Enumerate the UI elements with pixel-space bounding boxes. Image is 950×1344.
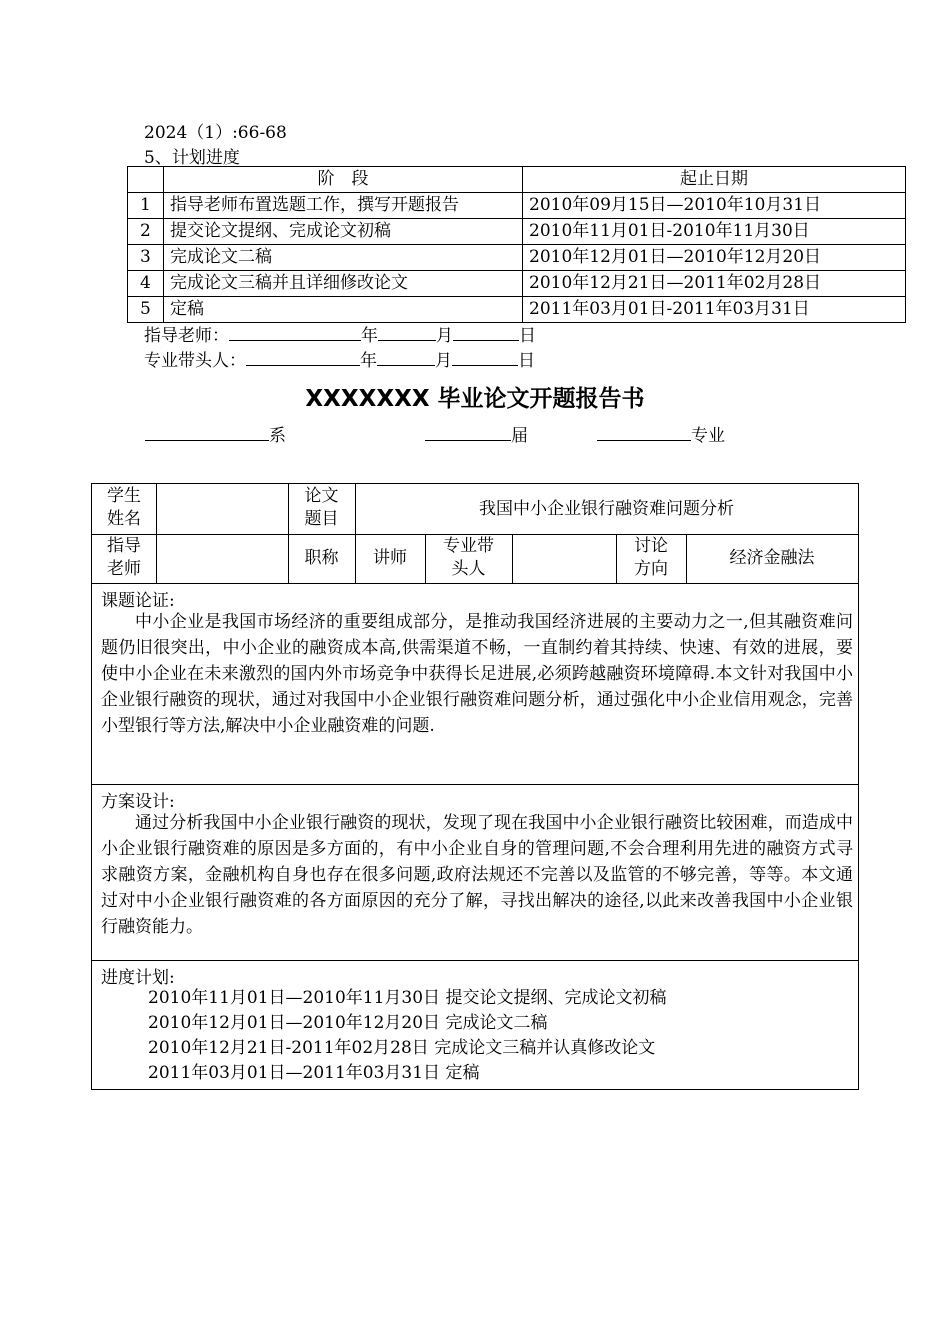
plan-row <box>128 219 906 245</box>
advisor-value[interactable] <box>156 534 288 583</box>
major-label: 专业 <box>691 426 725 446</box>
advisor-signature-line <box>144 321 536 346</box>
form-divider <box>92 960 858 961</box>
department-label: 系 <box>269 426 286 446</box>
plan-row-stage: 完成论文三稿并且详细修改论文 <box>164 271 523 297</box>
head-signature-label: 专业带头人： <box>144 351 246 371</box>
month-blank[interactable] <box>378 324 436 341</box>
plan-row-date: 2010年11月01日-2010年11月30日 <box>523 219 906 245</box>
design-label: 方案设计: <box>101 792 175 812</box>
plan-row-date: 2010年12月21日—2011年02月28日 <box>523 271 906 297</box>
department-field <box>145 421 286 446</box>
department-blank[interactable] <box>145 424 269 441</box>
plan-row <box>128 193 906 219</box>
advisor-signature-blank[interactable] <box>229 324 361 341</box>
reference-tail: 2024（1）:66-68 <box>144 123 287 143</box>
plan-header-date: 起止日期 <box>523 167 906 193</box>
head-signature-line <box>144 346 535 371</box>
plan-header-stage: 阶 段 <box>164 167 523 193</box>
plan-row-no: 2 <box>128 219 164 245</box>
day-label: 日 <box>519 326 536 346</box>
major-field <box>597 421 725 446</box>
plan-row-no: 5 <box>128 297 164 323</box>
day-blank[interactable] <box>453 324 519 341</box>
head-value[interactable] <box>512 534 616 583</box>
thesis-title-label: 论文题目 <box>304 486 339 529</box>
plan-row-stage: 完成论文二稿 <box>164 245 523 271</box>
plan-row-date: 2011年03月01日-2011年03月31日 <box>523 297 906 323</box>
plan-row <box>128 297 906 323</box>
plan-row <box>128 245 906 271</box>
month-label: 月 <box>435 351 452 371</box>
schedule-item: 2011年03月01日—2011年03月31日 定稿 <box>148 1063 480 1083</box>
advisor-label: 指导老师 <box>107 536 141 579</box>
session-blank[interactable] <box>425 424 511 441</box>
argument-text: 中小企业是我国市场经济的重要组成部分，是推动我国经济进展的主要动力之一,但其融资难问题仍旧很突出，中小企业的融资成本高,供需渠道不畅，一直制约着其持续、快速、有效的进展，要使中小企业在未来激烈的国内外市场竞争中获得长足进展,必须跨越融资环境障碍.本文针对我国中小企业银行融资的现状，通过对我国中小企业银行融资难问题分析，通过强化中小企业信用观念，完善小型银行等方法,解决中小企业融资难的问题. <box>101 612 853 736</box>
advisor-signature-label: 指导老师： <box>144 326 229 346</box>
proposal-form <box>91 483 859 1090</box>
schedule-label: 进度计划: <box>101 968 175 988</box>
day-label: 日 <box>518 351 535 371</box>
form-divider <box>92 583 858 584</box>
plan-heading: 5、计划进度 <box>144 148 240 168</box>
session-label: 届 <box>511 426 528 446</box>
session-field <box>425 421 528 446</box>
argument-label: 课题论证: <box>101 591 175 611</box>
month-label: 月 <box>436 326 453 346</box>
day-blank[interactable] <box>452 349 518 366</box>
plan-header-no <box>128 167 164 193</box>
direction-value: 经济金融法 <box>729 548 815 568</box>
student-name-value[interactable] <box>156 484 288 534</box>
year-label: 年 <box>360 351 377 371</box>
thesis-title-value: 我国中小企业银行融资难问题分析 <box>479 499 734 519</box>
plan-row-no: 3 <box>128 245 164 271</box>
schedule-item: 2010年11月01日—2010年11月30日 提交论文提纲、完成论文初稿 <box>148 988 667 1008</box>
design-text: 通过分析我国中小企业银行融资的现状，发现了现在我国中小企业银行融资比较困难，而造成中小企业银行融资难的原因是多方面的，有中小企业自身的管理问题,不会合理利用先进的融资方式寻求融资方案，金融机构自身也存在很多问题,政府法规还不完善以及监管的不够完善，等等。本文通过对中小企业银行融资难的各方面原因的充分了解，寻找出解决的途径,以此来改善我国中小企业银行融资能力。 <box>101 813 853 937</box>
plan-row-no: 1 <box>128 193 164 219</box>
rank-label: 职称 <box>304 548 339 568</box>
year-label: 年 <box>361 326 378 346</box>
major-blank[interactable] <box>597 424 691 441</box>
plan-row <box>128 271 906 297</box>
head-signature-blank[interactable] <box>246 349 360 366</box>
direction-label: 讨论方向 <box>634 536 668 579</box>
plan-row-no: 4 <box>128 271 164 297</box>
plan-row-stage: 指导老师布置选题工作，撰写开题报告 <box>164 193 523 219</box>
schedule-item: 2010年12月01日—2010年12月20日 完成论文二稿 <box>148 1013 548 1033</box>
form-divider <box>92 784 858 785</box>
plan-row-stage: 定稿 <box>164 297 523 323</box>
document-title: XXXXXXX 毕业论文开题报告书 <box>305 386 645 412</box>
plan-header-row <box>128 167 906 193</box>
head-label: 专业带头人 <box>443 536 494 579</box>
plan-row-date: 2010年09月15日—2010年10月31日 <box>523 193 906 219</box>
schedule-item: 2010年12月21日-2011年02月28日 完成论文三稿并认真修改论文 <box>148 1038 656 1058</box>
student-name-label: 学生姓名 <box>107 486 141 529</box>
month-blank[interactable] <box>377 349 435 366</box>
plan-row-date: 2010年12月01日—2010年12月20日 <box>523 245 906 271</box>
plan-table <box>127 166 906 323</box>
rank-value: 讲师 <box>373 548 407 568</box>
plan-row-stage: 提交论文提纲、完成论文初稿 <box>164 219 523 245</box>
